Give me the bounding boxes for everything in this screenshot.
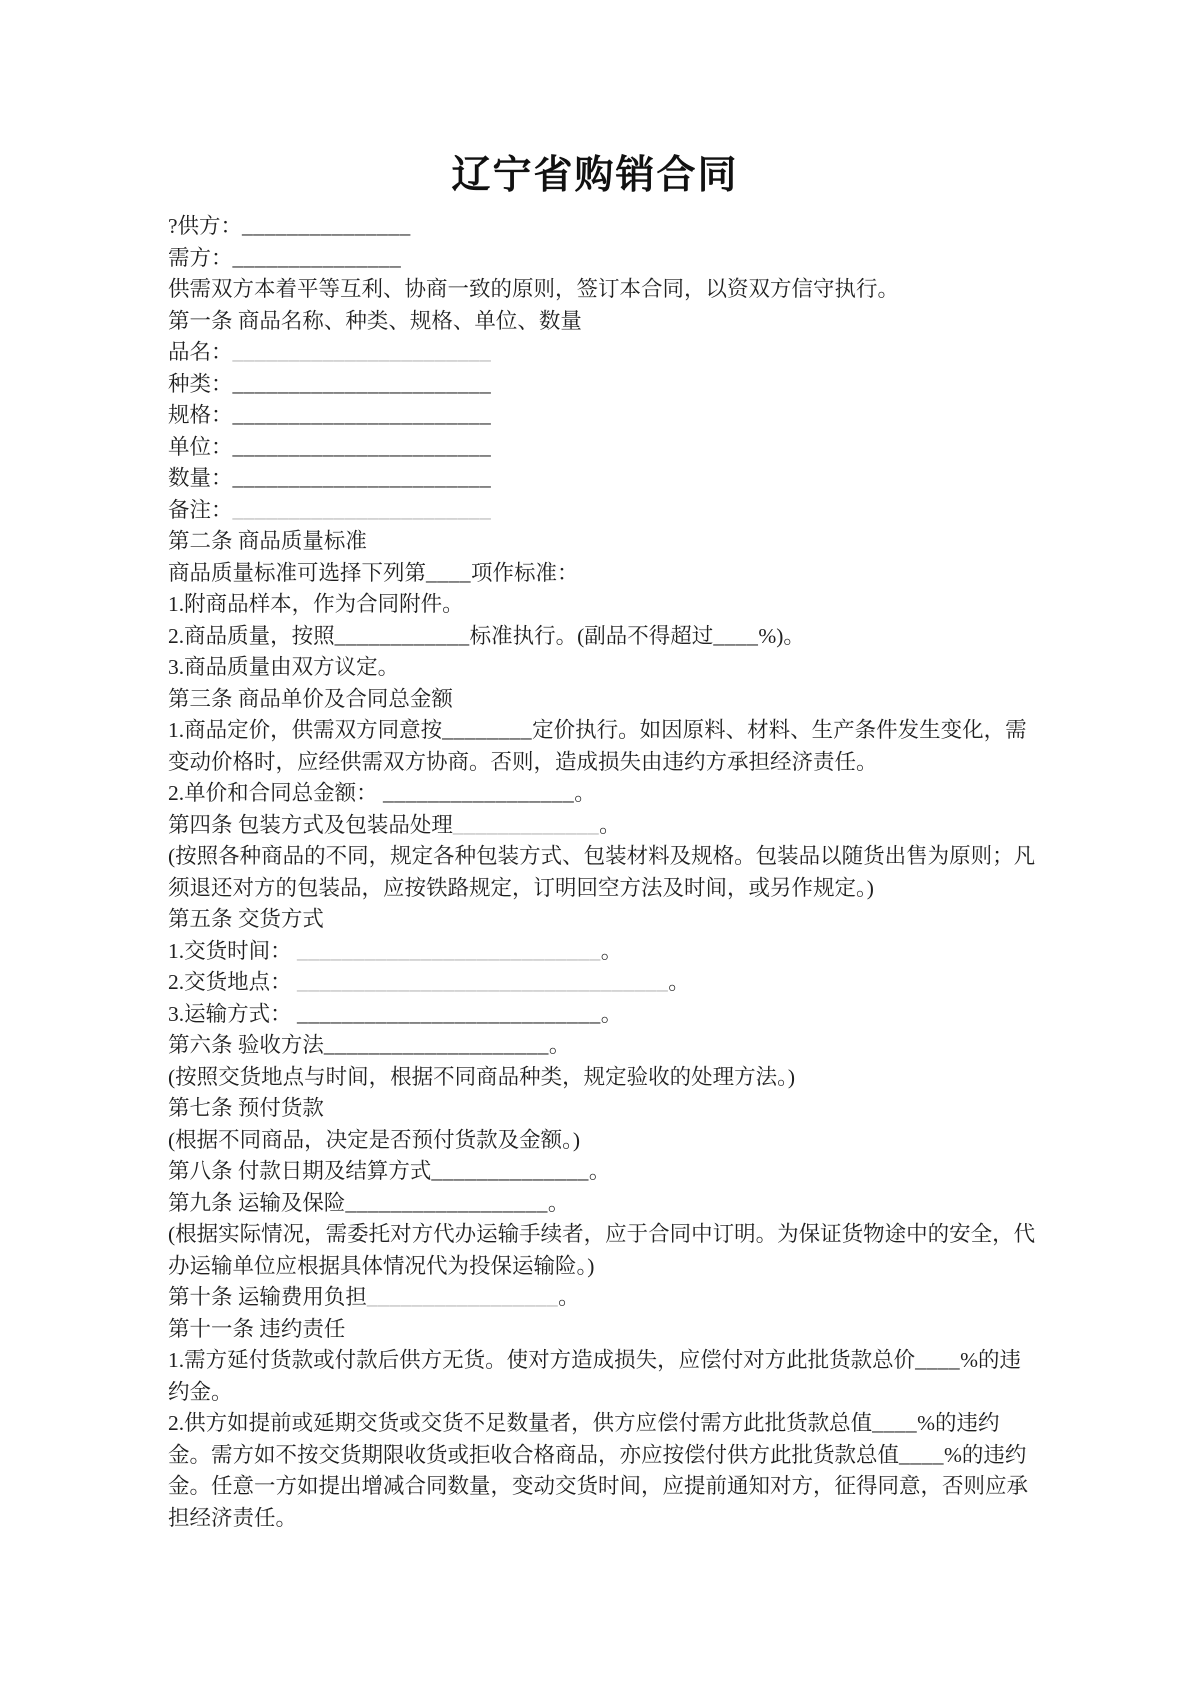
field-remarks [168,495,1040,527]
text-run: 第十条 运输费用负担 [168,1285,367,1309]
article-2-heading [168,526,1040,558]
quality-option-2 [168,621,1040,653]
blank-field: _________________ [366,1285,559,1309]
text-run: ?供方： [168,214,243,238]
text-run: 。 [574,781,596,805]
quality-option-3 [168,652,1040,684]
text-run: 第九条 运输及保险 [168,1190,346,1215]
text-run: 。 [600,1001,623,1026]
text-run: 需方： [168,245,233,270]
text-run: 2.商品质量，按照 [168,623,335,648]
field-unit [168,432,1040,464]
text-run: 3.商品质量由双方议定。 [168,655,400,679]
blank-field: _______________________ [232,371,492,396]
text-run: 项作标准： [471,560,579,585]
article-5-heading [168,904,1040,936]
preamble [168,274,1040,306]
supplier-line [168,211,1040,243]
text-run: 2.交货地点： [168,970,298,994]
text-run: 1.商品定价，供需双方同意按 [168,718,443,742]
text-run: 第十一条 违约责任 [168,1316,346,1341]
blank-field: ____ [713,623,759,648]
article-4-note [168,841,1040,904]
document-title: 辽宁省购销合同 [451,154,739,197]
breach-clause-1 [168,1345,1040,1408]
text-run: 第六条 验收方法 [168,1033,324,1057]
text-run: 2.单价和合同总金额： [168,781,384,805]
blank-field: ________ [442,718,533,742]
delivery-place-line [168,967,1040,999]
blank-field: _______________________ [232,340,492,364]
text-run: 数量： [168,466,233,490]
article-9-heading [168,1188,1040,1220]
pricing-clause-1 [168,715,1040,778]
text-run: 第五条 交货方式 [168,907,324,931]
text-run: 定价执行。如因原料、材料、生产条件发生变化，需变动价格时，应经供需双方协商。否则，造成损失由违约方承担经济责任。 [168,718,1027,774]
text-run: 。 [588,1159,611,1183]
text-run: 备注： [168,497,233,522]
text-run: 。 [600,938,623,963]
blank-field: ______________ [431,1159,589,1183]
field-product-name [168,337,1040,369]
text-run: 。 [668,970,690,994]
text-run: (根据不同商品，决定是否预付货款及金额。) [168,1127,581,1152]
transport-mode-line [168,999,1040,1031]
article-3-heading [168,684,1040,716]
blank-field: ____________________ [323,1033,549,1057]
text-run: (按照交货地点与时间，根据不同商品种类，规定验收的处理方法。) [168,1064,796,1089]
buyer-line [168,243,1040,275]
blank-field: _______________ [232,245,402,270]
text-run: %)。 [758,623,805,648]
text-run: 。 [558,1285,580,1309]
blank-field: ____ [915,1348,961,1372]
pricing-clause-2 [168,778,1040,810]
text-run: 第八条 付款日期及结算方式 [168,1159,432,1183]
text-run: %的违约金。任意一方如提出增减合同数量，变动交货时间，应提前通知对方，征得同意，否则应承担经济责任。 [168,1442,1029,1530]
text-run: %的违约金。 [168,1348,1022,1404]
field-category [168,369,1040,401]
text-run: 供需双方本着平等互利、协商一致的原则，签订本合同，以资双方信守执行。 [168,277,900,301]
blank-field: _________________________________ [297,970,669,994]
blank-field: ____________ [334,623,470,648]
article-4-heading [168,810,1040,842]
blank-field: _______________________ [232,403,492,427]
blank-field: _____________ [452,812,600,837]
text-run: 品名： [168,340,233,364]
text-run: 1.需方延付货款或付款后供方无货。使对方造成损失，应偿付对方此批货款总价 [168,1348,916,1372]
text-run: 3.运输方式： [168,1001,298,1026]
blank-field: ___________________________ [297,1001,601,1026]
text-run: 第一条 商品名称、种类、规格、单位、数量 [168,308,582,333]
blank-field: _______________________ [232,466,492,490]
text-run: 第四条 包装方式及包装品处理 [168,812,453,837]
article-10-heading [168,1282,1040,1314]
article-6-heading [168,1030,1040,1062]
breach-clause-2 [168,1408,1040,1534]
blank-field: ___________________________ [297,938,601,963]
blank-field: ____ [872,1411,918,1435]
document-body [168,211,1040,1534]
text-run: 第三条 商品单价及合同总金额 [168,686,453,711]
delivery-time-line [168,936,1040,968]
article-6-note [168,1062,1040,1094]
text-run: 1.附商品样本，作为合同附件。 [168,592,464,616]
text-run: 单位： [168,434,233,459]
text-run: 第二条 商品质量标准 [168,529,367,553]
text-run: (根据实际情况，需委托对方代办运输手续者，应于合同中订明。为保证货物途中的安全，代办运输单位应根据具体情况代为投保运输险。) [168,1222,1036,1278]
quality-standard-intro [168,558,1040,590]
field-specification [168,400,1040,432]
article-8-heading [168,1156,1040,1188]
text-run: %的违约金。需方如不按交货期限收货或拒收合格商品，亦应按偿付供方此批货款总值 [168,1411,1000,1467]
text-run: 。 [547,1190,570,1215]
text-run: 种类： [168,371,233,396]
blank-field: ____ [426,560,472,585]
text-run: 标准执行。(副品不得超过 [469,623,714,648]
text-run: 2.供方如提前或延期交货或交货不足数量者，供方应偿付需方此批货款总值 [168,1411,873,1435]
text-run: (按照各种商品的不同，规定各种包装方式、包装材料及规格。包装品以随货出售为原则；凡须退还对方的包装品，应按铁路规定，订明回空方法及时间，或另作规定。) [168,844,1036,900]
field-quantity [168,463,1040,495]
blank-field: ____ [899,1442,945,1467]
blank-field: _______________________ [232,497,492,522]
blank-field: _______________________ [232,434,492,459]
article-7-heading [168,1093,1040,1125]
text-run: 第七条 预付货款 [168,1096,324,1120]
article-11-heading [168,1314,1040,1346]
blank-field: _______________ [242,214,411,238]
blank-field: __________________ [345,1190,548,1215]
article-9-note [168,1219,1040,1282]
text-run: 1.交货时间： [168,938,298,963]
article-1-heading [168,306,1040,338]
quality-option-1 [168,589,1040,621]
text-run: 。 [599,812,621,837]
text-run: 。 [548,1033,571,1057]
text-run: 商品质量标准可选择下列第 [168,560,427,585]
blank-field: _________________ [383,781,575,805]
text-run: 规格： [168,403,233,427]
article-7-note [168,1125,1040,1157]
